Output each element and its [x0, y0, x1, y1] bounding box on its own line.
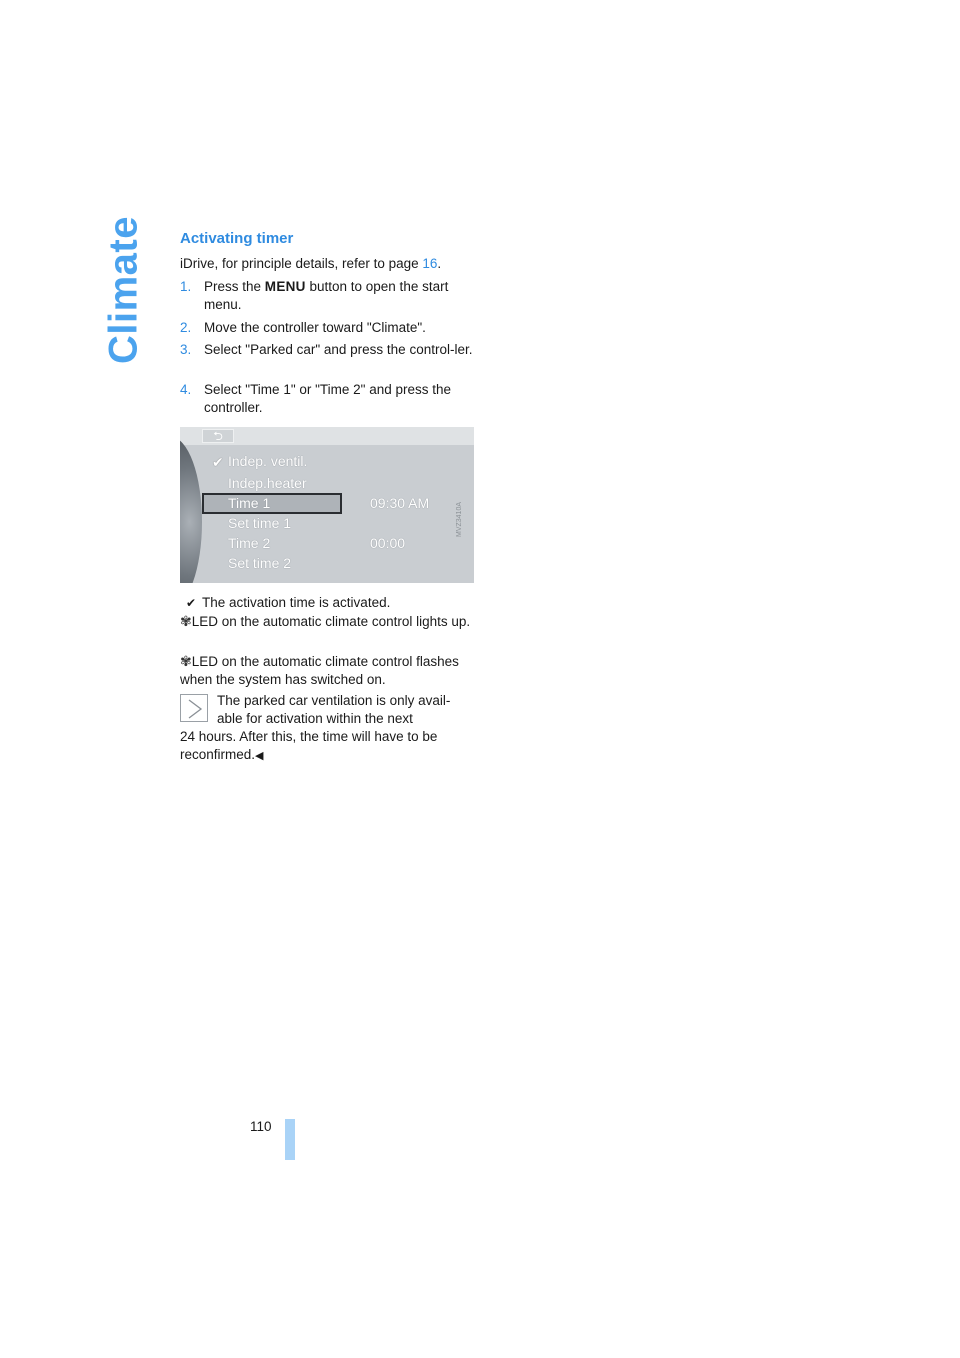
intro-text: iDrive, for principle details, refer to page: [180, 256, 423, 271]
intro-paragraph: [180, 255, 480, 273]
check-note: [180, 594, 480, 612]
fan-icon: ✾: [180, 613, 192, 629]
step-number: 4.: [180, 382, 192, 397]
led-note-1-text: LED on the automatic climate control lights up.: [191, 614, 471, 629]
controller-knob-graphic: [180, 437, 202, 583]
menu-item-set-time-2: Set time 2: [228, 555, 292, 571]
menu-item-time-1: Time 1: [228, 495, 271, 511]
chapter-title: [92, 216, 156, 364]
menu-key-label: MENU: [264, 279, 306, 294]
step-number: 1.: [180, 279, 192, 294]
led-note-2: [180, 652, 480, 689]
step-number: 3.: [180, 342, 192, 357]
time-2-value: 00:00: [370, 535, 406, 551]
end-mark-icon: ◀: [255, 750, 264, 762]
idrive-screen-image: [180, 427, 474, 583]
step-text: Select "Time 1" or "Time 2" and press the controller.: [204, 382, 452, 415]
page-marker-bar: [285, 1119, 295, 1160]
selection-highlight: [202, 493, 342, 514]
warning-line-a: The parked car ventilation is only avail-: [217, 693, 451, 708]
step-3: [180, 341, 480, 377]
page-reference-link[interactable]: 16: [422, 256, 438, 271]
page-number: 110: [250, 1119, 272, 1134]
image-code: MVZ3410A: [456, 501, 463, 537]
step-text: Press the MENU button to open the start menu.: [204, 279, 449, 312]
check-mark-icon: ✔: [212, 454, 224, 470]
warning-text-end: reconfirmed.: [180, 747, 256, 762]
led-note-2-text: LED on the automatic climate control flashes when the system has switched on.: [180, 654, 459, 687]
step-text: Select "Parked car" and press the control-ler.: [204, 342, 473, 357]
step-2: [180, 319, 480, 337]
section-heading: Activating timer: [180, 230, 294, 247]
step-1: [180, 278, 480, 314]
note-triangle-icon: [180, 694, 208, 722]
check-mark-icon: ✔: [185, 596, 197, 610]
intro-end: .: [437, 256, 442, 271]
warning-line-b: able for activation within the next: [217, 711, 413, 726]
check-note-text: The activation time is activated.: [202, 595, 391, 610]
warning-line-d: [180, 746, 480, 765]
back-arrow-icon: ⮌: [202, 429, 234, 443]
chapter-title-text: Climate: [101, 216, 146, 364]
led-note-1: [180, 612, 480, 631]
time-1-value: 09:30 AM: [370, 495, 430, 511]
warning-line-c: 24 hours. After this, the time will have to be: [180, 729, 438, 744]
step-text: Move the controller toward "Climate".: [204, 320, 426, 335]
menu-item-indep-heater: Indep.heater: [228, 475, 307, 491]
step-number: 2.: [180, 320, 192, 335]
menu-item-set-time-1: Set time 1: [228, 515, 292, 531]
menu-item-time-2: Time 2: [228, 535, 271, 551]
fan-icon: ✾: [180, 653, 192, 669]
menu-item-indep-ventil: Indep. ventil.: [228, 453, 308, 469]
step-4: [180, 381, 480, 417]
